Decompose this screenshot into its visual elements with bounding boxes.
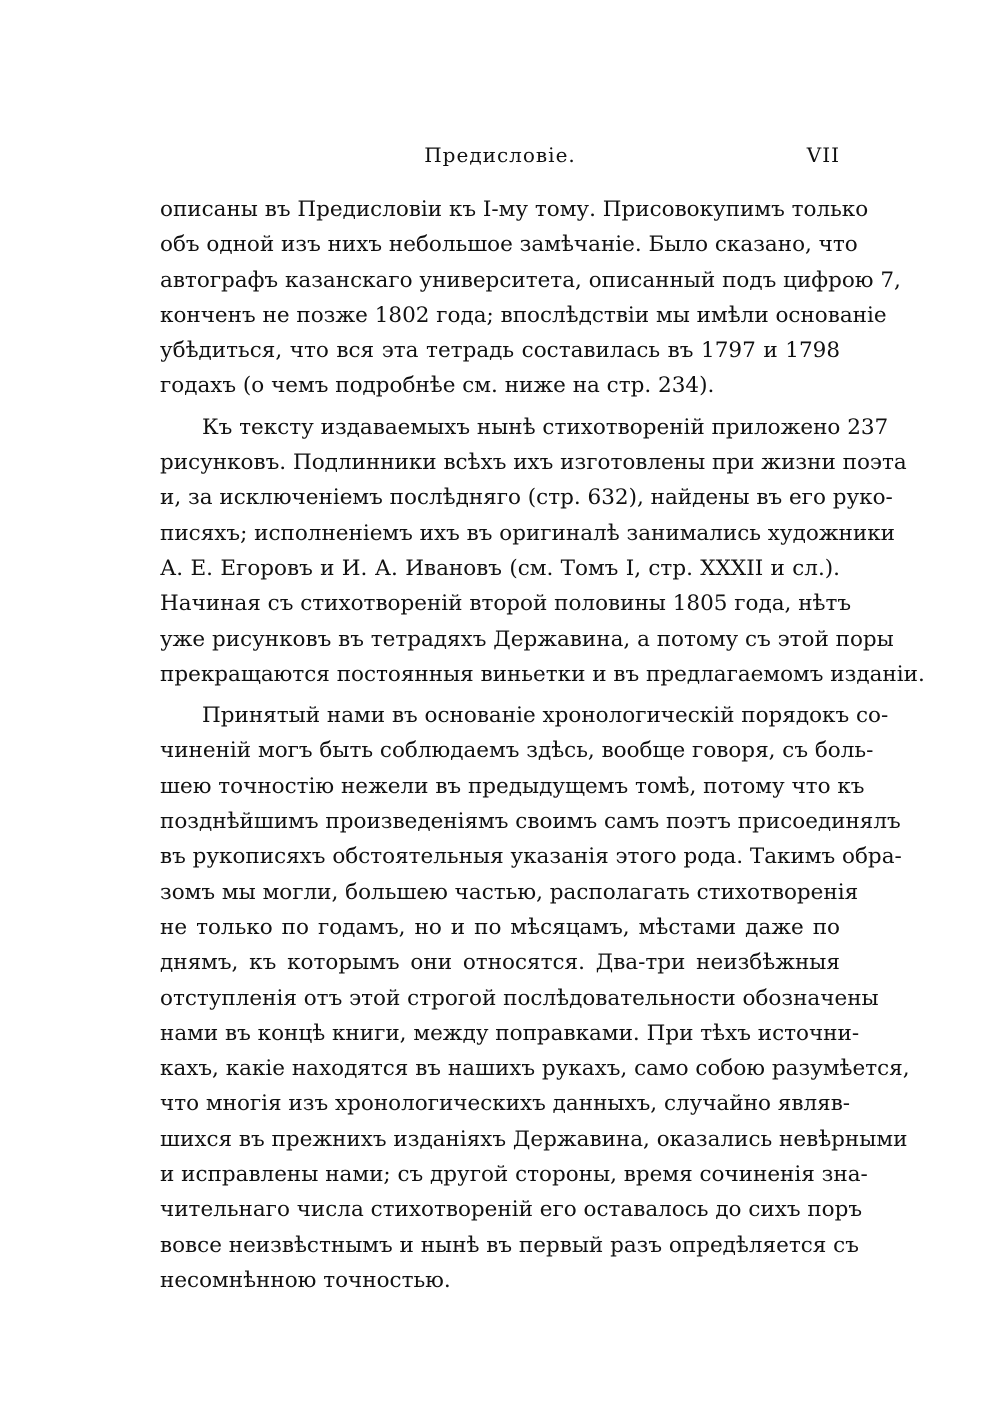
paragraph <box>160 410 925 692</box>
text-line: чиненій могъ быть соблюдаемъ здѣсь, вообще говоря, съ боль- <box>160 738 874 764</box>
text-line: автографъ казанскаго университета, описанный подъ цифрою 7, <box>160 267 901 293</box>
text-line: зомъ мы могли, большею частью, располагать стихотворенія <box>160 879 859 905</box>
text-line: Къ тексту издаваемыхъ нынѣ стихотвореній приложено 237 <box>202 414 889 440</box>
paragraph <box>160 698 910 1298</box>
text-line: писяхъ; исполненіемъ ихъ въ оригиналѣ занимались художники <box>160 520 895 546</box>
text-line: днямъ, къ которымъ они относятся. Два-три неизбѣжныя <box>160 950 840 976</box>
text-line: Начиная съ стихотвореній второй половины 1805 года, нѣтъ <box>160 591 852 617</box>
text-line: вовсе неизвѣстнымъ и нынѣ въ первый разъ опредѣляется съ <box>160 1232 859 1258</box>
text-line: несомнѣнною точностью. <box>160 1267 451 1293</box>
text-line: и исправлены нами; съ другой стороны, время сочиненія зна- <box>160 1162 868 1188</box>
text-line: А. Е. Егоровъ и И. А. Ивановъ (см. Томъ I, стр. XXXII и сл.). <box>160 555 840 581</box>
text-line: прекращаются постоянныя виньетки и въ предлагаемомъ изданіи. <box>160 661 925 687</box>
text-line: объ одной изъ нихъ небольшое замѣчаніе. Было сказано, что <box>160 232 858 258</box>
text-line: описаны въ Предисловіи къ I-му тому. Присовокупимъ только <box>160 197 869 222</box>
text-line: конченъ не позже 1802 года; впослѣдствіи мы имѣли основаніе <box>160 302 887 328</box>
body-text <box>160 192 925 1298</box>
text-line: чительнаго числа стихотвореній его оставалось до сихъ поръ <box>160 1197 863 1223</box>
text-line: шихся въ прежнихъ изданіяхъ Державина, оказались невѣрными <box>160 1126 908 1152</box>
text-line: позднѣйшимъ произведеніямъ своимъ самъ поэтъ присоединялъ <box>160 809 901 835</box>
text-line: убѣдиться, что вся эта тетрадь составилась въ 1797 и 1798 <box>160 338 840 364</box>
page-number: VII <box>806 143 840 167</box>
text-line: годахъ (о чемъ подробнѣе см. ниже на стр. 234). <box>160 373 715 399</box>
text-line: рисунковъ. Подлинники всѣхъ ихъ изготовлены при жизни поэта <box>160 450 907 476</box>
text-line: кахъ, какіе находятся въ нашихъ рукахъ, само собою разумѣется, <box>160 1056 910 1082</box>
text-line: не только по годамъ, но и по мѣсяцамъ, мѣстами даже по <box>160 914 840 940</box>
text-line: въ рукописяхъ обстоятельныя указанія этого рода. Такимъ обра- <box>160 844 902 870</box>
running-title: Предисловіе. <box>424 143 576 167</box>
running-head <box>160 143 840 173</box>
text-line: нами въ концѣ книги, между поправками. При тѣхъ источни- <box>160 1020 860 1046</box>
text-line: шею точностію нежели въ предыдущемъ томѣ, потому что къ <box>160 773 865 799</box>
text-line: и, за исключеніемъ послѣдняго (стр. 632), найдены въ его руко- <box>160 485 893 511</box>
text-line: уже рисунковъ въ тетрадяхъ Державина, а потому съ этой поры <box>160 626 894 652</box>
text-line: Принятый нами въ основаніе хронологическій порядокъ со- <box>202 703 889 729</box>
paragraph <box>160 192 901 404</box>
text-line: отступленія отъ этой строгой послѣдовательности обозначены <box>160 985 879 1011</box>
text-line: что многія изъ хронологическихъ данныхъ, случайно являв- <box>160 1091 851 1117</box>
